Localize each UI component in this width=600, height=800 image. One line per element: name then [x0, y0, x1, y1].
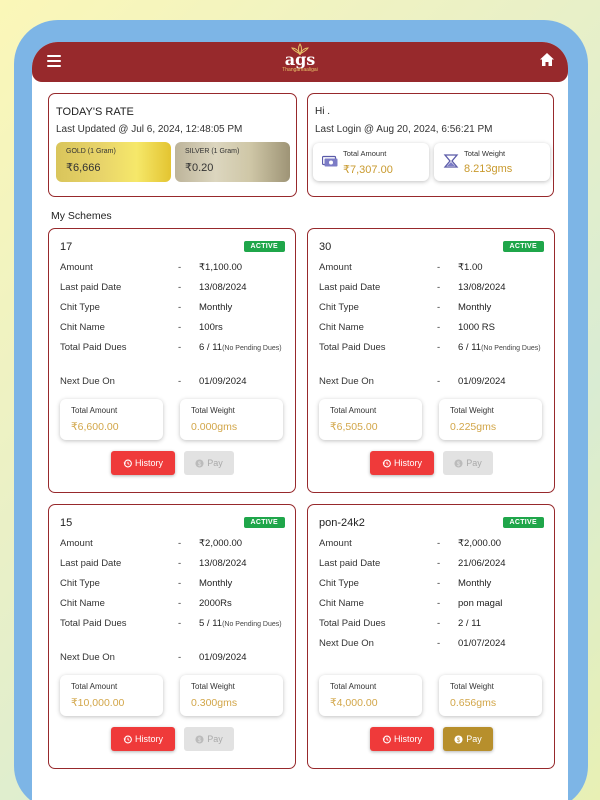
- pay-button[interactable]: [443, 451, 493, 475]
- scheme-card: [307, 504, 555, 769]
- separator: -: [178, 652, 182, 663]
- total-amount-value: ₹6,505.00: [330, 421, 378, 433]
- total-weight-value: 8.213gms: [464, 163, 513, 175]
- paid-dues-value: [458, 618, 481, 629]
- paid-dues-value: [199, 618, 282, 629]
- svg-text:$: $: [197, 460, 202, 468]
- last-paid-label: Last paid Date: [60, 282, 122, 293]
- chit-type-row: [319, 578, 549, 598]
- coin-icon: [195, 459, 204, 468]
- total-amount-label: Total Amount: [330, 406, 377, 415]
- logo-subtitle: Thangamaaligai: [282, 67, 318, 73]
- status-badge: ACTIVE: [503, 241, 544, 252]
- amount-label: Amount: [319, 538, 352, 549]
- next-due-value: 01/07/2024: [458, 638, 506, 649]
- last-paid-value: 21/06/2024: [458, 558, 506, 569]
- paid-dues-row: [60, 342, 290, 376]
- chit-type-row: [60, 302, 290, 322]
- svg-text:$: $: [456, 736, 461, 744]
- last-paid-label: Last paid Date: [319, 558, 381, 569]
- chit-type-label: Chit Type: [319, 302, 359, 313]
- amount-value: ₹2,000.00: [199, 538, 243, 549]
- total-weight-value: 0.225gms: [450, 421, 497, 433]
- total-weight-label: Total Weight: [450, 682, 494, 691]
- amount-row: [319, 262, 549, 282]
- scheme-name: pon-24k2: [319, 517, 365, 529]
- total-amount-label: Total Amount: [343, 149, 387, 158]
- next-due-value: 01/09/2024: [458, 376, 506, 387]
- chit-name-label: Chit Name: [319, 598, 364, 609]
- chit-name-row: [319, 322, 549, 342]
- scheme-total-weight: [180, 675, 283, 716]
- last-paid-value: 13/08/2024: [458, 282, 506, 293]
- history-button[interactable]: [111, 727, 175, 751]
- next-due-label: Next Due On: [60, 652, 115, 663]
- scheme-total-weight: [439, 675, 542, 716]
- separator: -: [437, 558, 441, 569]
- gold-label: GOLD (1 Gram): [66, 148, 116, 155]
- chit-type-label: Chit Type: [319, 578, 359, 589]
- logo-text: ags: [284, 50, 316, 69]
- separator: -: [178, 342, 182, 353]
- scheme-card: [48, 504, 296, 769]
- scale-icon: [443, 154, 459, 168]
- dues-count: 2 / 11: [458, 618, 482, 629]
- total-weight-label: Total Weight: [464, 149, 506, 158]
- pay-button[interactable]: [184, 451, 234, 475]
- chit-name-row: [319, 598, 549, 618]
- app-screen: [32, 42, 568, 800]
- separator: -: [437, 618, 441, 629]
- gold-price: ₹6,666: [66, 162, 101, 174]
- total-weight-label: Total Weight: [191, 682, 235, 691]
- status-badge: ACTIVE: [244, 517, 285, 528]
- history-icon: [123, 735, 132, 744]
- separator: -: [178, 376, 182, 387]
- total-amount-value: ₹6,600.00: [71, 421, 119, 433]
- paid-dues-value: [199, 342, 282, 353]
- svg-text:$: $: [456, 460, 461, 468]
- total-amount-value: ₹7,307.00: [343, 164, 393, 176]
- total-weight-value: 0.656gms: [450, 697, 497, 709]
- todays-rate-card: [48, 93, 297, 197]
- paid-dues-row: [319, 342, 549, 376]
- total-amount-label: Total Amount: [71, 682, 118, 691]
- separator: -: [178, 598, 182, 609]
- rate-last-updated: Last Updated @ Jul 6, 2024, 12:48:05 PM: [56, 124, 243, 135]
- paid-dues-label: Total Paid Dues: [319, 342, 386, 353]
- scheme-total-amount: [60, 399, 163, 440]
- next-due-label: Next Due On: [60, 376, 115, 387]
- separator: -: [437, 578, 441, 589]
- separator: -: [437, 282, 441, 293]
- chit-type-row: [319, 302, 549, 322]
- separator: -: [178, 578, 182, 589]
- scheme-total-amount: [319, 675, 422, 716]
- status-badge: ACTIVE: [244, 241, 285, 252]
- next-due-value: 01/09/2024: [199, 652, 247, 663]
- scheme-total-weight: [439, 399, 542, 440]
- next-due-value: 01/09/2024: [199, 376, 247, 387]
- amount-value: ₹1,100.00: [199, 262, 243, 273]
- greeting: Hi .: [315, 106, 330, 117]
- gold-rate-tile: [56, 142, 171, 182]
- next-due-label: Next Due On: [319, 638, 374, 649]
- total-weight-value: 0.300gms: [191, 697, 238, 709]
- chit-type-value: Monthly: [199, 302, 233, 313]
- history-icon: [382, 735, 391, 744]
- chit-name-value: 100rs: [199, 322, 223, 333]
- coin-icon: [454, 459, 463, 468]
- total-amount-label: Total Amount: [71, 406, 118, 415]
- paid-dues-row: [60, 618, 290, 652]
- separator: -: [437, 638, 441, 649]
- scheme-total-weight: [180, 399, 283, 440]
- chit-name-value: 1000 RS: [458, 322, 495, 333]
- pay-button[interactable]: [443, 727, 493, 751]
- total-weight-tile: [434, 143, 550, 181]
- pay-label: Pay: [207, 734, 223, 744]
- dues-note: (No Pending Dues): [222, 621, 282, 628]
- history-button[interactable]: [370, 451, 434, 475]
- chit-name-row: [60, 598, 290, 618]
- brand-logo: [270, 42, 330, 82]
- separator: -: [437, 262, 441, 273]
- last-paid-value: 13/08/2024: [199, 282, 247, 293]
- last-paid-row: [60, 558, 290, 578]
- pay-button[interactable]: [184, 727, 234, 751]
- amount-row: [60, 262, 290, 282]
- svg-text:$: $: [197, 736, 202, 744]
- total-weight-label: Total Weight: [191, 406, 235, 415]
- my-schemes-heading: My Schemes: [51, 210, 112, 222]
- scheme-total-amount: [60, 675, 163, 716]
- scheme-name: 30: [319, 241, 332, 253]
- separator: -: [437, 322, 441, 333]
- paid-dues-label: Total Paid Dues: [60, 618, 127, 629]
- last-paid-row: [319, 558, 549, 578]
- total-amount-tile: [313, 143, 429, 181]
- chit-type-value: Monthly: [458, 578, 492, 589]
- history-icon: [382, 459, 391, 468]
- total-amount-value: ₹10,000.00: [71, 697, 125, 709]
- separator: -: [437, 342, 441, 353]
- last-paid-row: [319, 282, 549, 302]
- next-due-row: [319, 376, 549, 396]
- total-amount-label: Total Amount: [330, 682, 377, 691]
- total-weight-value: 0.000gms: [191, 421, 238, 433]
- next-due-label: Next Due On: [319, 376, 374, 387]
- separator: -: [437, 376, 441, 387]
- last-paid-row: [60, 282, 290, 302]
- separator: -: [178, 302, 182, 313]
- last-paid-label: Last paid Date: [60, 558, 122, 569]
- silver-rate-tile: [175, 142, 290, 182]
- next-due-row: [319, 638, 549, 658]
- chit-name-value: pon magal: [458, 598, 503, 609]
- history-icon: [123, 459, 132, 468]
- scheme-name: 17: [60, 241, 73, 253]
- paid-dues-row: [319, 618, 549, 638]
- amount-row: [319, 538, 549, 558]
- total-weight-label: Total Weight: [450, 406, 494, 415]
- coin-icon: [195, 735, 204, 744]
- chit-type-row: [60, 578, 290, 598]
- dues-count: 5 / 11: [199, 618, 223, 629]
- cash-icon: [322, 154, 338, 167]
- next-due-row: [60, 652, 290, 672]
- amount-value: ₹1.00: [458, 262, 483, 273]
- chit-type-value: Monthly: [458, 302, 492, 313]
- paid-dues-label: Total Paid Dues: [319, 618, 386, 629]
- dues-note: (No Pending Dues): [222, 345, 282, 352]
- scheme-details: [319, 538, 549, 658]
- amount-row: [60, 538, 290, 558]
- separator: -: [437, 302, 441, 313]
- separator: -: [178, 282, 182, 293]
- scheme-details: [319, 262, 549, 396]
- dues-count: 6 / 11: [199, 342, 223, 353]
- separator: -: [178, 618, 182, 629]
- coin-icon: [454, 735, 463, 744]
- chit-type-label: Chit Type: [60, 578, 100, 589]
- pay-label: Pay: [466, 458, 482, 468]
- chit-type-label: Chit Type: [60, 302, 100, 313]
- chit-name-label: Chit Name: [60, 598, 105, 609]
- amount-label: Amount: [60, 538, 93, 549]
- last-paid-label: Last paid Date: [319, 282, 381, 293]
- scheme-details: [60, 538, 290, 672]
- history-label: History: [393, 734, 422, 744]
- dues-count: 6 / 11: [458, 342, 482, 353]
- scheme-details: [60, 262, 290, 396]
- paid-dues-label: Total Paid Dues: [60, 342, 127, 353]
- paid-dues-value: [458, 342, 541, 353]
- chit-type-value: Monthly: [199, 578, 233, 589]
- amount-value: ₹2,000.00: [458, 538, 502, 549]
- separator: -: [178, 322, 182, 333]
- menu-icon[interactable]: [47, 55, 61, 67]
- home-icon[interactable]: [540, 53, 554, 66]
- separator: -: [437, 598, 441, 609]
- total-amount-value: ₹4,000.00: [330, 697, 378, 709]
- silver-label: SILVER (1 Gram): [185, 148, 240, 155]
- scheme-name: 15: [60, 517, 73, 529]
- scheme-card: [307, 228, 555, 493]
- user-summary-card: [307, 93, 554, 197]
- separator: -: [178, 558, 182, 569]
- pay-label: Pay: [466, 734, 482, 744]
- chit-name-label: Chit Name: [60, 322, 105, 333]
- separator: -: [178, 262, 182, 273]
- scheme-total-amount: [319, 399, 422, 440]
- status-badge: ACTIVE: [503, 517, 544, 528]
- dues-note: (No Pending Dues): [481, 345, 541, 352]
- history-label: History: [393, 458, 422, 468]
- next-due-row: [60, 376, 290, 396]
- last-paid-value: 13/08/2024: [199, 558, 247, 569]
- pay-label: Pay: [207, 458, 223, 468]
- separator: -: [437, 538, 441, 549]
- chit-name-value: 2000Rs: [199, 598, 232, 609]
- silver-price: ₹0.20: [185, 162, 214, 174]
- history-label: History: [134, 458, 163, 468]
- separator: -: [178, 538, 182, 549]
- amount-label: Amount: [60, 262, 93, 273]
- amount-label: Amount: [319, 262, 352, 273]
- history-label: History: [134, 734, 163, 744]
- history-button[interactable]: [111, 451, 175, 475]
- history-button[interactable]: [370, 727, 434, 751]
- last-login: Last Login @ Aug 20, 2024, 6:56:21 PM: [315, 124, 493, 135]
- chit-name-row: [60, 322, 290, 342]
- app-bar: [32, 42, 568, 82]
- chit-name-label: Chit Name: [319, 322, 364, 333]
- rate-title: TODAY'S RATE: [56, 106, 134, 118]
- scheme-card: [48, 228, 296, 493]
